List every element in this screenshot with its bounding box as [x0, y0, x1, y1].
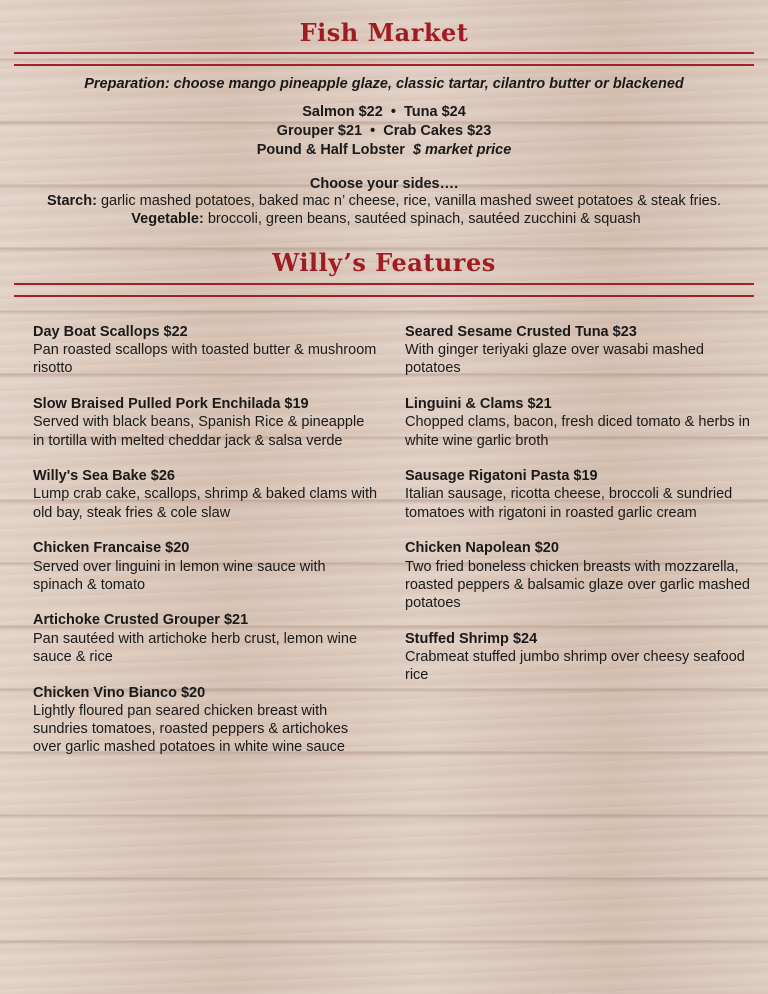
menu-item-desc: Pan sautéed with artichoke herb crust, lemon wine sauce & rice — [33, 630, 358, 665]
menu-item-name: Chicken Francaise $20 — [33, 540, 190, 557]
fish-market-rule-bottom — [14, 64, 754, 66]
features-rule-top — [14, 283, 754, 285]
menu-item-name: Chicken Vino Bianco $20 — [33, 684, 206, 701]
menu-item-name: Sausage Rigatoni Pasta $19 — [405, 468, 598, 485]
features-left-column — [33, 323, 378, 774]
starch-label: Starch: — [46, 193, 97, 209]
menu-item — [33, 539, 378, 594]
fish-prices — [0, 103, 768, 160]
fish-market-title: Fish Market — [299, 18, 469, 47]
menu-item-name: Slow Braised Pulled Pork Enchilada $19 — [33, 396, 309, 413]
vegetable-text: broccoli, green beans, sautéed spinach, sautéed zucchini & squash — [203, 211, 641, 227]
menu-item-name: Seared Sesame Crusted Tuna $23 — [405, 324, 637, 340]
menu-item — [405, 539, 750, 612]
menu-item-desc: Served with black beans, Spanish Rice & pineapple in tortilla with melted cheddar jack & salsa verde — [33, 414, 365, 449]
menu-item-name: Willy's Sea Bake $26 — [33, 468, 175, 485]
features-rule-bottom — [14, 295, 754, 297]
menu-item-desc: Pan roasted scallops with toasted butter & mushroom risotto — [33, 342, 377, 377]
fish-price-line-1: Salmon $22 • Tuna $24 — [302, 104, 466, 120]
menu-item — [33, 395, 378, 450]
menu-item-desc: Two fried boneless chicken breasts with mozzarella, roasted peppers & balsamic glaze over garlic mashed potatoes — [405, 558, 750, 611]
menu-item — [405, 323, 750, 378]
menu-item — [33, 684, 378, 757]
features-right-column — [405, 323, 750, 774]
features-columns — [0, 323, 768, 774]
vegetable-label: Vegetable: — [127, 211, 204, 227]
menu-item-name: Stuffed Shrimp $24 — [405, 630, 538, 647]
features-title: Willy’s Features — [272, 248, 496, 277]
menu-item — [405, 467, 750, 522]
menu-item-desc: Served over linguini in lemon wine sauce with spinach & tomato — [33, 558, 326, 593]
lobster-price: $ market price — [408, 142, 512, 158]
menu-item-name: Linguini & Clams $21 — [405, 396, 552, 413]
preparation-line: Preparation: choose mango pineapple glaze, classic tartar, cilantro butter or blackened — [84, 76, 684, 92]
menu-item — [33, 611, 378, 666]
menu-item — [33, 323, 378, 378]
menu-item — [405, 630, 750, 685]
menu-item-name: Day Boat Scallops $22 — [33, 324, 188, 340]
menu-item-name: Artichoke Crusted Grouper $21 — [33, 612, 249, 629]
menu-item-name: Chicken Napolean $20 — [405, 540, 559, 557]
sides-heading: Choose your sides…. — [309, 176, 459, 192]
menu-item-desc: With ginger teriyaki glaze over wasabi mashed potatoes — [405, 342, 704, 377]
menu-item-desc: Lightly floured pan seared chicken breast with sundries tomatoes, roasted peppers & artichokes over garlic mashed potatoes in white wine sauce — [33, 702, 349, 756]
starch-text: garlic mashed potatoes, baked mac n’ cheese, rice, vanilla mashed sweet potatoes & steak fries. — [96, 193, 722, 209]
fish-market-rule-top — [14, 52, 754, 54]
menu-item-desc: Chopped clams, bacon, fresh diced tomato & herbs in white wine garlic broth — [405, 414, 750, 449]
menu-item-desc: Italian sausage, ricotta cheese, broccoli & sundried tomatoes with rigatoni in roasted garlic cream — [405, 486, 733, 521]
fish-price-line-2: Grouper $21 • Crab Cakes $23 — [276, 123, 492, 139]
fish-price-line-3 — [0, 141, 768, 160]
sides-text — [0, 192, 768, 228]
menu-item — [405, 395, 750, 450]
menu-item-desc: Lump crab cake, scallops, shrimp & baked clams with old bay, steak fries & cole slaw — [33, 486, 378, 521]
menu-item-desc: Crabmeat stuffed jumbo shrimp over cheesy seafood rice — [405, 648, 745, 684]
lobster-label: Pound & Half Lobster — [256, 142, 409, 158]
menu-item — [33, 467, 378, 522]
